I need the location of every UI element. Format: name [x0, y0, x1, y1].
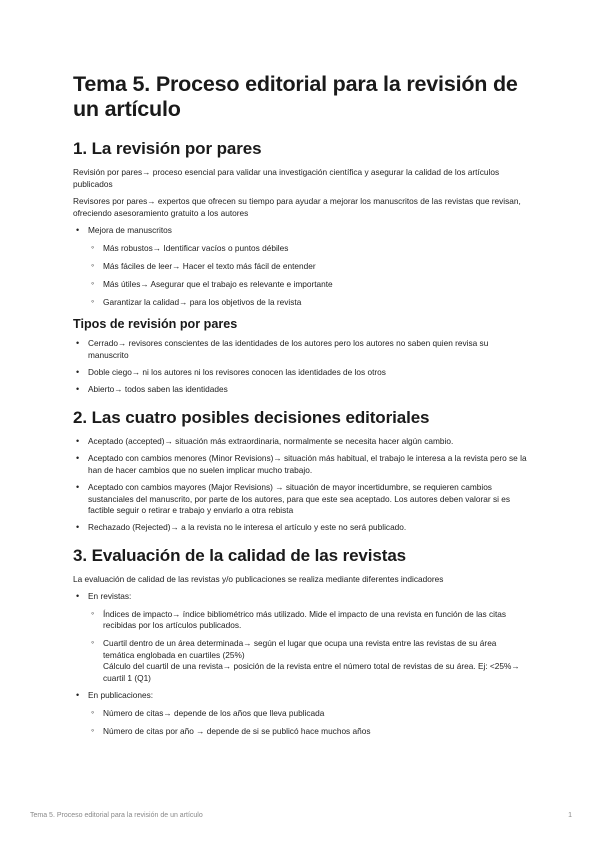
- paragraph: Revisión por pares→ proceso esencial para validar una investigación científica y asegurar la calidad de los artículos publicados: [73, 167, 500, 189]
- list-item-text: Mejora de manuscritos: [88, 225, 172, 235]
- page-title: Tema 5. Proceso editorial para la revisión de un artículo: [73, 72, 518, 121]
- section-heading: 2. Las cuatro posibles decisiones editoriales: [73, 407, 430, 427]
- subsection-heading: Tipos de revisión por pares: [73, 317, 238, 331]
- section-heading: 3. Evaluación de la calidad de las revistas: [73, 545, 407, 565]
- list-item: • Aceptado con cambios mayores (Major Revisions) → situación de mayor incertidumbre, se requieren cambios sustanciales del manuscrito, por parte de los autores, para que este sea aceptado. Los autores deben valorar si es factible seguir o retirar e trabajo y enviarlo a otra rebista: [73, 482, 528, 517]
- paragraph: La evaluación de calidad de las revistas y/o publicaciones se realiza mediante diferentes indicadores: [73, 573, 444, 584]
- list-item-text: En revistas:: [88, 591, 132, 602]
- sub-list-item: ◦ Más útiles→ Asegurar que el trabajo es relevante e importante: [88, 279, 528, 291]
- sub-list-item: ◦ Índices de impacto→ índice bibliométrico más utilizado. Mide el impacto de una revista en función de las citas recibidas por los artículos publicados.: [88, 609, 528, 632]
- list-item: • Abierto→ todos saben las identidades: [73, 384, 528, 396]
- sub-list: [88, 243, 528, 309]
- list-item: [73, 591, 528, 684]
- sub-list: [88, 708, 528, 738]
- sub-list-item-text: Cálculo del cuartil de una revista→ posición de la revista entre el número total de revistas de su área. Ej: <25%→ cuartil 1 (Q1): [103, 661, 520, 683]
- bullet-list: [73, 338, 528, 396]
- document-page: [73, 72, 528, 745]
- section-editorial-decisions: [73, 408, 528, 534]
- bullet-list: [73, 436, 528, 534]
- page-footer: [30, 812, 572, 819]
- sub-list-item: ◦ Número de citas→ depende de los años que lleva publicada: [88, 708, 528, 720]
- list-item: [73, 690, 528, 737]
- section-heading: 1. La revisión por pares: [73, 139, 262, 158]
- sub-list-item: [88, 638, 528, 684]
- section-journal-quality: [73, 546, 528, 737]
- list-item: • Aceptado (accepted)→ situación más extraordinaria, normalmente se necesita hacer algún cambio.: [73, 436, 528, 448]
- list-item: • Rechazado (Rejected)→ a la revista no le interesa el artículo y este no será publicado.: [73, 522, 528, 534]
- bullet-list: [73, 591, 528, 737]
- list-item-text: En publicaciones:: [88, 690, 154, 701]
- list-item: [73, 225, 528, 308]
- sub-list-item-text: ◦ Cuartil dentro de un área determinada→ según el lugar que ocupa una revista entre las revistas de su área temática englobada en cuartiles (25%): [103, 638, 497, 660]
- list-item: • Cerrado→ revisores conscientes de las identidades de los autores pero los autores no saben quien revisa su manuscrito: [73, 338, 528, 361]
- list-item: • Doble ciego→ ni los autores ni los revisores conocen las identidades de los otros: [73, 367, 528, 379]
- list-item: • Aceptado con cambios menores (Minor Revisions)→ situación más habitual, el trabajo le interesa a la revista pero se la han de hacer cambios que no suelen implicar mucho trabajo.: [73, 453, 528, 476]
- footer-title: Tema 5. Proceso editorial para la revisión de un artículo: [30, 812, 203, 819]
- sub-list-item: ◦ Más fáciles de leer→ Hacer el texto más fácil de entender: [88, 261, 528, 273]
- section-peer-review: [73, 139, 528, 308]
- sub-list: [88, 609, 528, 685]
- subsection-review-types: [73, 317, 528, 396]
- sub-list-item: ◦ Más robustos→ Identificar vacíos o puntos débiles: [88, 243, 528, 255]
- bullet-list: [73, 225, 528, 308]
- page-number: 1: [568, 812, 572, 819]
- paragraph: Revisores por pares→ expertos que ofrecen su tiempo para ayudar a mejorar los manuscritos de las revistas que revisan, ofreciendo asesoramiento gratuito a los autores: [73, 196, 521, 218]
- sub-list-item: ◦ Garantizar la calidad→ para los objetivos de la revista: [88, 297, 528, 309]
- sub-list-item: ◦ Número de citas por año → depende de si se publicó hace muchos años: [88, 726, 528, 738]
